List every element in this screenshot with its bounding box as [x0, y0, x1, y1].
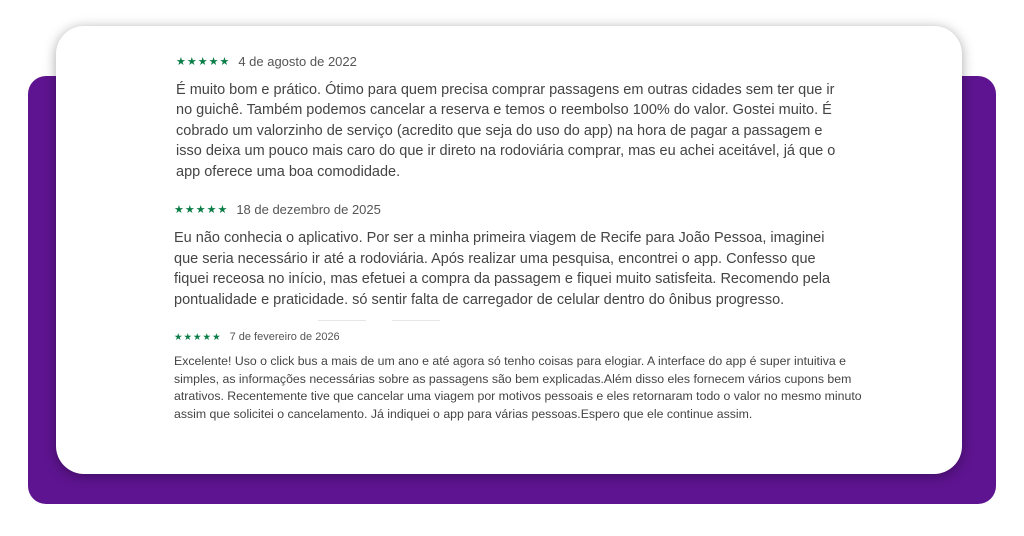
review-item [174, 331, 864, 423]
review-date: 4 de agosto de 2022 [238, 54, 357, 69]
review-date: 18 de dezembro de 2025 [236, 202, 381, 217]
review-text: Eu não conhecia o aplicativo. Por ser a minha primeira viagem de Recife para João Pessoa, imaginei que seria necessário ir até a rodoviária. Após realizar uma pesquisa, encontrei o app. Confesso que fiquei receosa no início, mas efetuei a compra da passagem e fiquei muito satisfeita. Recomendo pela pontualidade e praticidade. só sentir falta de carregador de celular dentro do ônibus progresso. [174, 230, 831, 308]
review-header [174, 331, 864, 343]
review-text: É muito bom e prático. Ótimo para quem precisa comprar passagens em outras cidades sem ter que ir no guichê. Também podemos cancelar a reserva e temos o reembolso 100% do valor. Gostei muito. É cobrado um valorzinho de serviço (acredito que seja do uso do app) na hora de pagar a passagem e isso deixa um pouco mais caro do que ir direto na rodoviária comprar, mas eu achei aceitável, já que o app oferece uma boa comodidade. [176, 82, 836, 180]
review-header [174, 202, 834, 217]
star-rating: ★★★★★ [174, 203, 229, 216]
divider [392, 320, 440, 321]
review-header [176, 54, 836, 69]
divider [318, 320, 366, 321]
review-text: Excelente! Uso o click bus a mais de um ano e até agora só tenho coisas para elogiar. A interface do app é super intuitiva e simples, as informações necessárias sobre as passagens são bem explicadas.Além disso eles fornecem vários cupons bem atrativos. Recentemente tive que cancelar uma viagem por motivos pessoais e eles retornaram todo o valor no mesmo minuto assim que solicitei o cancelamento. Já indiquei o app para várias pessoas.Espero que ele continue assim. [174, 354, 862, 421]
star-rating: ★★★★★ [176, 55, 231, 68]
review-item [174, 202, 834, 310]
star-rating: ★★★★★ [174, 331, 222, 343]
review-item [176, 54, 836, 182]
reviews-card [56, 26, 962, 474]
review-date: 7 de fevereiro de 2026 [229, 331, 340, 343]
